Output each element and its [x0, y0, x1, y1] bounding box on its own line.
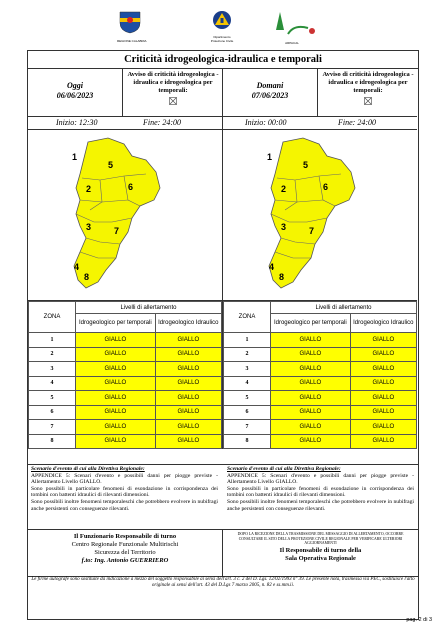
bulletin-frame — [27, 50, 419, 620]
day-date: 07/06/2023 — [251, 91, 289, 100]
avviso-unchecked-box-icon — [169, 97, 177, 105]
idraulico-level: GIALLO — [155, 420, 221, 435]
temporali-level: GIALLO — [271, 405, 351, 420]
arpacal-icon — [268, 10, 316, 36]
zone-number: 5 — [224, 391, 271, 406]
col-temporali-header: Idrogeologico per temporali — [271, 314, 351, 333]
dipartimento-caption: Dipartimento — [213, 35, 231, 39]
day-panel-tomorrow — [223, 69, 417, 449]
table-row — [29, 391, 222, 406]
temporali-level: GIALLO — [271, 362, 351, 377]
table-row — [29, 405, 222, 420]
avviso-block — [319, 71, 417, 105]
signature-right — [224, 532, 417, 563]
time-row — [28, 117, 222, 130]
idraulico-level: GIALLO — [350, 405, 416, 420]
temporali-level: GIALLO — [76, 391, 156, 406]
signature-name: f.to: Ing. Antonio GUERRIERO — [81, 557, 169, 564]
scenario-heading: Scenario d'evento di cui alla Direttiva Regionale: — [227, 466, 341, 472]
map-zone-label: 3 — [86, 222, 92, 232]
zone-number: 6 — [29, 405, 76, 420]
scenario-line: Sono possibili in particolare fenomeni di esondazione in corrispondenza dei tombini con battenti idraulici di rilevanti dimensioni. — [31, 485, 218, 499]
region-outline — [269, 138, 355, 288]
table-row — [29, 347, 222, 362]
zone-number: 4 — [224, 376, 271, 391]
idraulico-level: GIALLO — [155, 434, 221, 449]
signature-role: Il Responsabile di turno della — [279, 546, 362, 554]
temporali-level: GIALLO — [76, 347, 156, 362]
time-row — [223, 117, 417, 130]
scenario-heading: Scenario d'evento di cui alla Direttiva Regionale: — [31, 466, 145, 472]
col-temporali-header: Idrogeologico per temporali — [76, 314, 156, 333]
table-row — [224, 362, 417, 377]
map-zone-label: 3 — [281, 222, 287, 232]
temporali-level: GIALLO — [76, 434, 156, 449]
table-row — [224, 434, 417, 449]
avviso-block — [124, 71, 222, 105]
map-zone-label: 4 — [269, 262, 275, 272]
idraulico-level: GIALLO — [155, 405, 221, 420]
scenario-line: Sono possibili inoltre fenomeni temporaleschi che potrebbero evolvere in nubifragi anche persistenti con conseguenze rilevanti. — [227, 498, 414, 512]
table-row — [224, 391, 417, 406]
map-zone-label: 4 — [74, 262, 80, 272]
avviso-unchecked-box-icon — [364, 97, 372, 105]
table-row — [224, 405, 417, 420]
zone-number: 8 — [29, 434, 76, 449]
table-row — [29, 362, 222, 377]
table-row — [224, 376, 417, 391]
day-name: Oggi — [67, 81, 83, 90]
temporali-level: GIALLO — [271, 391, 351, 406]
temporali-level: GIALLO — [271, 333, 351, 348]
day-label — [223, 69, 318, 116]
zone-number: 2 — [29, 347, 76, 362]
map-zone-label: 8 — [279, 272, 285, 282]
idraulico-level: GIALLO — [155, 362, 221, 377]
levels-header: Livelli di allertamento — [76, 302, 222, 314]
map-zone-label: 5 — [108, 160, 114, 170]
scenario-line: Sono possibili inoltre fenomeni temporaleschi che potrebbero evolvere in nubifragi anche persistenti con conseguenze rilevanti. — [31, 498, 218, 512]
arpacal-caption: ARPACAL — [285, 41, 299, 45]
zone-number: 2 — [224, 347, 271, 362]
map-zone-label: 1 — [72, 152, 78, 162]
protezione-civile-icon — [210, 10, 234, 30]
divider — [28, 464, 418, 465]
day-panel-today — [28, 69, 223, 449]
calabria-map-svg — [28, 130, 222, 300]
signature-role: Il Funzionario Responsabile di turno — [73, 533, 177, 540]
page-number: pag. 2 di 3 — [406, 617, 432, 623]
end-time: Fine: 24:00 — [143, 118, 181, 127]
start-time: Inizio: 00:00 — [245, 118, 287, 127]
zone-number: 7 — [29, 420, 76, 435]
idraulico-level: GIALLO — [350, 420, 416, 435]
map-zone-label: 8 — [84, 272, 90, 282]
alert-table — [223, 301, 417, 449]
table-row — [224, 333, 417, 348]
idraulico-level: GIALLO — [350, 376, 416, 391]
avviso-text: Avviso di criticità idrogeologica - idraulica e idrogeologica per temporali: — [127, 71, 219, 94]
temporali-level: GIALLO — [76, 362, 156, 377]
idraulico-level: GIALLO — [350, 333, 416, 348]
day-header — [223, 69, 417, 117]
regione-caption: REGIONE CALABRIA — [117, 39, 147, 43]
table-row — [224, 347, 417, 362]
temporali-level: GIALLO — [271, 347, 351, 362]
zone-number: 8 — [224, 434, 271, 449]
scenario-today — [31, 466, 218, 512]
map-zone-label: 7 — [114, 226, 120, 236]
signature-separator — [222, 529, 223, 576]
signature-unit: Sicurezza del Territorio — [94, 549, 156, 556]
map-zone-label: 6 — [323, 182, 329, 192]
map-zone-label: 5 — [303, 160, 309, 170]
idraulico-level: GIALLO — [155, 333, 221, 348]
signature-unit: Centro Regionale Funzionale Multirischi — [71, 541, 179, 548]
avviso-text: Avviso di criticità idrogeologica - idraulica e idrogeologica per temporali: — [322, 71, 414, 94]
idraulico-level: GIALLO — [350, 347, 416, 362]
table-row — [224, 420, 417, 435]
protezione-caption: Protezione Civile — [210, 39, 234, 43]
signature-left — [28, 533, 222, 565]
arpacal-logo — [268, 10, 316, 45]
temporali-level: GIALLO — [271, 376, 351, 391]
zone-number: 1 — [224, 333, 271, 348]
day-label — [28, 69, 123, 116]
zona-header: ZONA — [29, 302, 76, 333]
zone-number: 6 — [224, 405, 271, 420]
col-idraulico-header: Idrogeologico Idraulico — [155, 314, 221, 333]
table-row — [29, 376, 222, 391]
day-date: 06/06/2023 — [56, 91, 94, 100]
region-outline — [74, 138, 160, 288]
zone-number: 7 — [224, 420, 271, 435]
day-header — [28, 69, 222, 117]
start-time: Inizio: 12:30 — [56, 118, 98, 127]
col-idraulico-header: Idrogeologico Idraulico — [350, 314, 416, 333]
signature-unit: Sala Operativa Regionale — [285, 554, 356, 562]
idraulico-level: GIALLO — [155, 376, 221, 391]
protezione-civile-logo — [210, 10, 234, 43]
table-row — [29, 333, 222, 348]
idraulico-level: GIALLO — [350, 391, 416, 406]
map-zone-label: 6 — [128, 182, 134, 192]
zone-number: 1 — [29, 333, 76, 348]
day-name: Domani — [256, 81, 284, 90]
idraulico-level: GIALLO — [350, 434, 416, 449]
map-zone-label: 7 — [309, 226, 315, 236]
scenario-line: APPENDICE 5: Scenari d'evento e possibili danni per piogge previste - Allertamento Livello GIALLO. — [31, 472, 218, 486]
map-zone-label: 2 — [86, 184, 92, 194]
regione-emblem-icon — [117, 10, 143, 34]
idraulico-level: GIALLO — [155, 347, 221, 362]
calabria-map — [28, 130, 222, 301]
regione-calabria-logo — [117, 10, 147, 43]
calabria-map — [223, 130, 417, 301]
scenario-line: APPENDICE 5: Scenari d'evento e possibili danni per piogge previste - Allertamento Livello GIALLO. — [227, 472, 414, 486]
temporali-level: GIALLO — [76, 405, 156, 420]
temporali-level: GIALLO — [76, 420, 156, 435]
zone-number: 3 — [224, 362, 271, 377]
temporali-level: GIALLO — [76, 376, 156, 391]
table-row — [29, 420, 222, 435]
zona-header: ZONA — [224, 302, 271, 333]
temporali-level: GIALLO — [271, 434, 351, 449]
map-zone-label: 2 — [281, 184, 287, 194]
idraulico-level: GIALLO — [350, 362, 416, 377]
idraulico-level: GIALLO — [155, 391, 221, 406]
header-logos — [0, 10, 446, 46]
zone-number: 5 — [29, 391, 76, 406]
bulletin-title: Criticità idrogeologica-idraulica e temporali — [28, 51, 418, 69]
table-row — [29, 434, 222, 449]
zone-number: 3 — [29, 362, 76, 377]
zone-number: 4 — [29, 376, 76, 391]
temporali-level: GIALLO — [76, 333, 156, 348]
map-zone-label: 1 — [267, 152, 273, 162]
calabria-map-svg — [223, 130, 417, 300]
scenario-line: Sono possibili in particolare fenomeni di esondazione in corrispondenza dei tombini con battenti idraulici di rilevanti dimensioni. — [227, 485, 414, 499]
legal-footnote: Le firme autografe sono sostituite da indicazione a mezzo del soggetto responsabile ai sensi dell'art. 3 c. 2 del D. Lgs. 12/02/1993 n° 39. Le presente nota, trasmessa via PEC, sostituisce l'atto originale ai sensi dell'art. 43 del D.Lgs 7 marzo 2005, n. 82 e ss.mm.ii. — [31, 577, 415, 588]
end-time: Fine: 24:00 — [338, 118, 376, 127]
consult-note: DOPO LA RICEZIONE DELLA TRASMISSIONE DEL MESSAGGIO DI ALLERTAMENTO, OCCORRE CONSULTARE IL SITO DELLA PROTEZIONE CIVILE REGIONALE PER VERIFICARE ULTERIORI AGGIORNAMENTI — [237, 532, 404, 545]
temporali-level: GIALLO — [271, 420, 351, 435]
levels-header: Livelli di allertamento — [271, 302, 417, 314]
divider — [28, 529, 418, 530]
alert-table — [28, 301, 222, 449]
scenario-tomorrow — [227, 466, 414, 512]
